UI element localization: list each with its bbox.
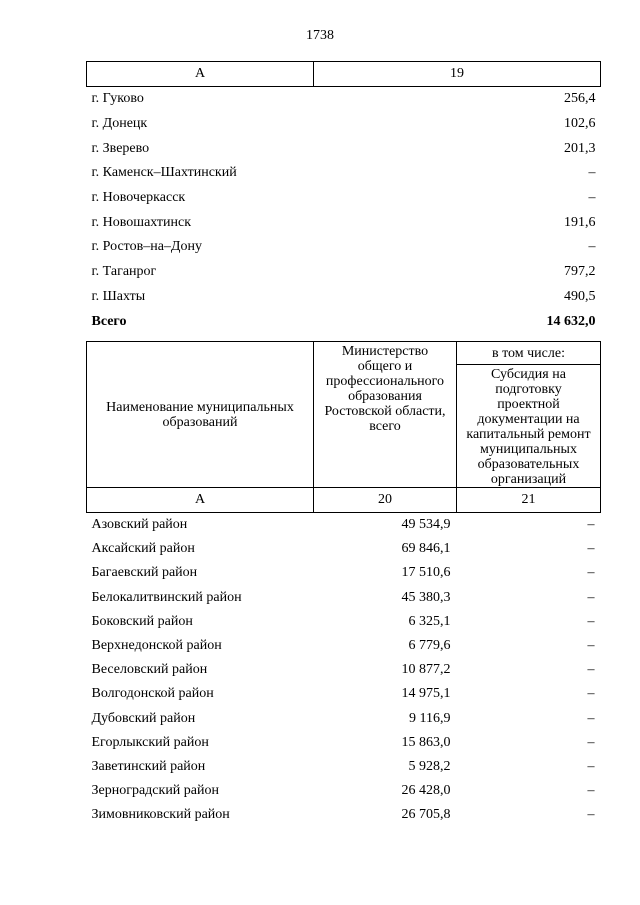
table-row bbox=[87, 586, 601, 610]
table-row bbox=[87, 537, 601, 561]
subsidy-cell: – bbox=[587, 710, 595, 726]
municipality-name: г. Ростов–на–Дону bbox=[91, 239, 202, 255]
page-number: 1738 bbox=[306, 28, 334, 43]
municipality-name-header: Наименование муниципальных образований bbox=[87, 342, 314, 488]
ministry-total-cell: 6 779,6 bbox=[408, 638, 451, 654]
municipality-name: Боковский район bbox=[91, 613, 193, 629]
ministry-total-cell: 5 928,2 bbox=[408, 758, 451, 774]
table-row bbox=[87, 136, 601, 161]
municipality-name: Заветинский район bbox=[91, 758, 206, 774]
table-row bbox=[87, 731, 601, 755]
table-row bbox=[87, 707, 601, 731]
table-row bbox=[87, 561, 601, 585]
municipality-name: Багаевский район bbox=[91, 565, 198, 581]
table-row bbox=[87, 87, 601, 112]
ministry-total-header: Министерство общего и профессионального образования Ростовской области, всего bbox=[314, 342, 457, 488]
ministry-total-cell: 26 705,8 bbox=[401, 807, 451, 823]
table-row bbox=[87, 779, 601, 803]
municipality-name: г. Зверево bbox=[91, 140, 150, 156]
table-ministry-education bbox=[86, 341, 601, 827]
municipality-name: г. Гуково bbox=[91, 91, 144, 107]
value-cell: 201,3 bbox=[564, 140, 596, 156]
table-row bbox=[87, 803, 601, 827]
ministry-total-cell: 45 380,3 bbox=[401, 589, 451, 605]
table-row bbox=[87, 186, 601, 211]
ministry-total-cell: 15 863,0 bbox=[401, 734, 451, 750]
municipality-name: Аксайский район bbox=[91, 541, 195, 557]
subsidy-cell: – bbox=[587, 807, 595, 823]
subsidy-cell: – bbox=[587, 662, 595, 678]
value-cell: – bbox=[588, 190, 596, 206]
table-row bbox=[87, 634, 601, 658]
table-header-row bbox=[87, 342, 601, 365]
subsidy-cell: – bbox=[587, 589, 595, 605]
municipality-name: г. Новошахтинск bbox=[91, 214, 192, 230]
ministry-total-cell: 17 510,6 bbox=[401, 565, 451, 581]
subsidy-cell: – bbox=[587, 613, 595, 629]
value-cell: 490,5 bbox=[564, 288, 596, 304]
subsidy-cell: – bbox=[587, 783, 595, 799]
ministry-total-cell: 6 325,1 bbox=[408, 613, 451, 629]
value-cell: 797,2 bbox=[564, 264, 596, 280]
subsidy-header: Субсидия на подготовку проектной документации на капитальный ремонт муниципальных образовательных организаций bbox=[457, 365, 601, 488]
column-20-header: 20 bbox=[314, 488, 457, 513]
column-21-header: 21 bbox=[457, 488, 601, 513]
subsidy-cell: – bbox=[587, 686, 595, 702]
table-row bbox=[87, 260, 601, 285]
ministry-total-cell: 14 975,1 bbox=[401, 686, 451, 702]
table-row bbox=[87, 112, 601, 137]
value-cell: 191,6 bbox=[564, 214, 596, 230]
municipality-name: Егорлыкский район bbox=[91, 734, 209, 750]
ministry-total-cell: 49 534,9 bbox=[401, 517, 451, 533]
table-row bbox=[87, 755, 601, 779]
table-row bbox=[87, 682, 601, 706]
municipality-name: Зерноградский район bbox=[91, 783, 219, 799]
table-row bbox=[87, 285, 601, 310]
municipality-name: Зимовниковский район bbox=[91, 807, 230, 823]
subsidy-cell: – bbox=[587, 734, 595, 750]
municipality-name: Верхнедонской район bbox=[91, 638, 222, 654]
ministry-total-cell: 26 428,0 bbox=[401, 783, 451, 799]
subsidy-cell: – bbox=[587, 638, 595, 654]
municipality-name: Волгодонской район bbox=[91, 686, 214, 702]
column-a-header: А bbox=[87, 488, 314, 513]
municipality-name: г. Донецк bbox=[91, 116, 148, 132]
value-cell: 256,4 bbox=[564, 91, 596, 107]
subsidy-cell: – bbox=[587, 517, 595, 533]
table-row bbox=[87, 210, 601, 235]
ministry-total-cell: 69 846,1 bbox=[401, 541, 451, 557]
table-city-budget bbox=[86, 61, 601, 334]
value-cell: – bbox=[588, 165, 596, 181]
municipality-name: г. Новочеркасск bbox=[91, 190, 186, 206]
table-row bbox=[87, 513, 601, 538]
ministry-total-cell: 10 877,2 bbox=[401, 662, 451, 678]
municipality-name: г. Каменск–Шахтинский bbox=[91, 165, 237, 181]
table-row bbox=[87, 161, 601, 186]
group-header-including: в том числе: bbox=[457, 342, 601, 365]
subsidy-cell: – bbox=[587, 758, 595, 774]
municipality-name: г. Таганрог bbox=[91, 264, 157, 280]
table-header-row bbox=[87, 62, 601, 87]
column-a-header: А bbox=[87, 62, 314, 87]
ministry-total-cell: 9 116,9 bbox=[409, 710, 451, 726]
total-value: 14 632,0 bbox=[546, 313, 596, 329]
subsidy-cell: – bbox=[587, 565, 595, 581]
table-row bbox=[87, 658, 601, 682]
municipality-name: Дубовский район bbox=[91, 710, 196, 726]
total-row bbox=[87, 309, 601, 334]
municipality-name: Белокалитвинский район bbox=[91, 589, 242, 605]
municipality-name: Веселовский район bbox=[91, 662, 208, 678]
value-cell: 102,6 bbox=[564, 116, 596, 132]
value-cell: – bbox=[588, 239, 596, 255]
subsidy-cell: – bbox=[587, 541, 595, 557]
column-19-header: 19 bbox=[314, 62, 601, 87]
municipality-name: Азовский район bbox=[91, 517, 188, 533]
table-row bbox=[87, 610, 601, 634]
table-row bbox=[87, 235, 601, 260]
column-number-row bbox=[87, 488, 601, 513]
municipality-name: г. Шахты bbox=[91, 288, 146, 304]
total-label: Всего bbox=[91, 313, 127, 329]
